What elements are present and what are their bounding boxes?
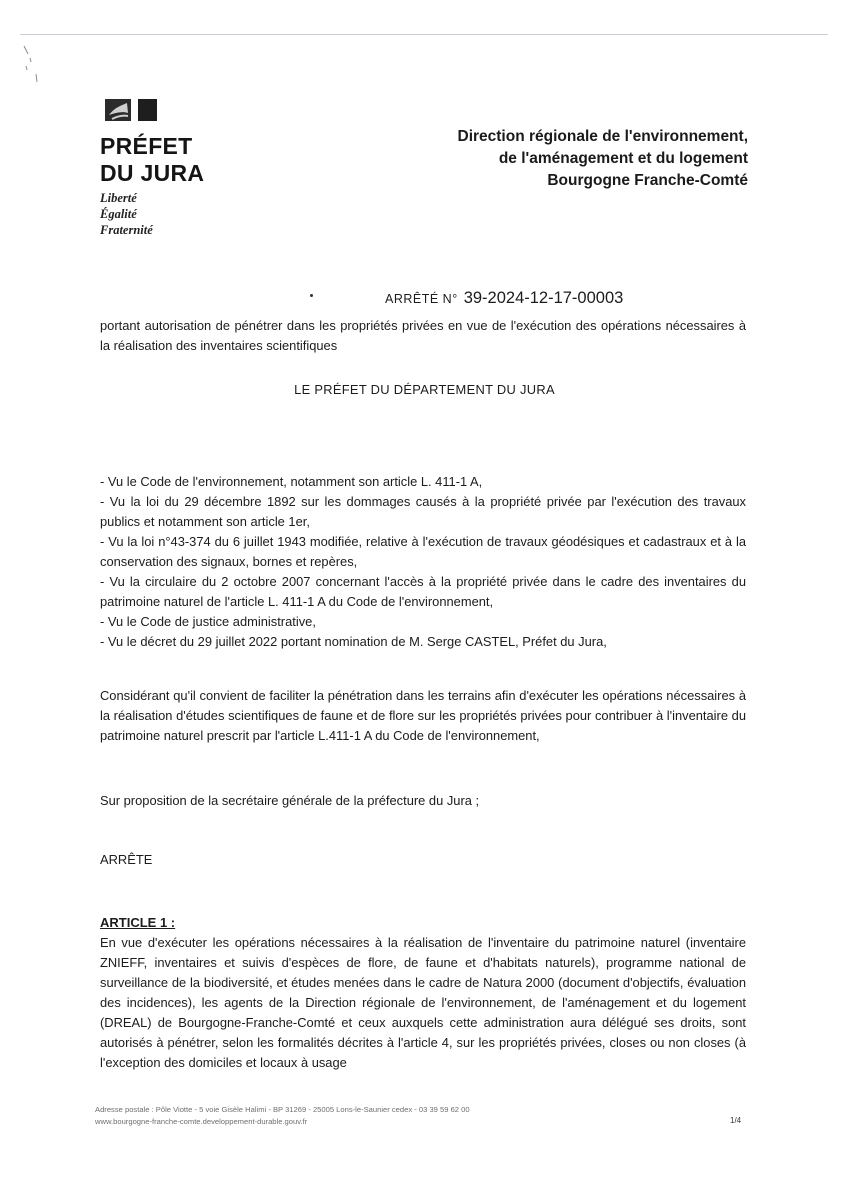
logo-line-jura: DU JURA (100, 160, 205, 186)
scan-dot (310, 294, 313, 297)
visa-item: - Vu le Code de l'environnement, notamment son article L. 411-1 A, (100, 474, 483, 489)
visa-item: - Vu la circulaire du 2 octobre 2007 concernant l'accès à la propriété privée dans le cadre des inventaires du patrimoine naturel de l'article L. 411-1 A du Code de l'environnement, (100, 574, 746, 609)
marianne-emblem-icon (100, 96, 160, 124)
visas-list (100, 472, 746, 652)
visa-item: - Vu le Code de justice administrative, (100, 614, 316, 629)
directorate-line-2: de l'aménagement et du logement (498, 150, 748, 167)
arrete-subject: portant autorisation de pénétrer dans les propriétés privées en vue de l'exécution des opérations nécessaires à la réalisation des inventaires scientifiques (100, 318, 746, 353)
arrete-heading: ARRÊTE (100, 852, 153, 867)
article-1-body: En vue d'exécuter les opérations nécessaires à la réalisation de l'inventaire du patrimoine naturel (inventaire ZNIEFF, inventaires et suivis d'espèces de flore, de faune et d'habitats naturels), programme national de surveillance de la biodiversité, et études menées dans le cadre de Natura 2000 (document d'objectifs, évaluation des incidences), les agents de la Direction régionale de l'environnement, de l'aménagement et du logement (DREAL) de Bourgogne-Franche-Comté et ceux auxquels cette administration aura délégué ses droits, sont autorisés à pénétrer, selon les formalités décrites à l'article 4, sur les propriétés privées, closes ou non closes (à l'exception des domiciles et locaux à usage (100, 935, 746, 1070)
arrete-number-value: 39-2024-12-17-00003 (463, 289, 624, 307)
arrete-number (385, 289, 623, 308)
issuing-directorate (458, 126, 749, 192)
footer-website: www.bourgogne-franche-comte.developpement-durable.gouv.fr (95, 1117, 308, 1126)
visa-item: - Vu le décret du 29 juillet 2022 portant nomination de M. Serge CASTEL, Préfet du Jura, (100, 634, 607, 649)
visa-item: - Vu la loi n°43-374 du 6 juillet 1943 modifiée, relative à l'exécution de travaux géodésiques et cadastraux et à la conservation des signaux, bornes et repères, (100, 534, 746, 569)
considerant-paragraph: Considérant qu'il convient de faciliter la pénétration dans les terrains afin d'exécuter les opérations nécessaires à la réalisation d'études scientifiques de faune et de flore sur les propriétés privées pour contribuer à l'inventaire du patrimoine naturel prescrit par l'article L.411-1 A du Code de l'environnement, (100, 688, 746, 743)
directorate-line-3: Bourgogne Franche-Comté (547, 172, 748, 189)
devise-fraternite: Fraternité (100, 223, 153, 237)
page-number: 1/4 (730, 1116, 742, 1125)
article-1-heading: ARTICLE 1 : (100, 915, 176, 930)
proposition-line: Sur proposition de la secrétaire générale de la préfecture du Jura ; (100, 793, 480, 808)
visa-item: - Vu la loi du 29 décembre 1892 sur les dommages causés à la propriété privée par l'exécution des travaux publics et notamment son article 1er, (100, 494, 746, 529)
scan-artifact (22, 44, 42, 84)
prefecture-logo (100, 96, 204, 238)
footer-address: Adresse postale : Pôle Viotte - 5 voie Gisèle Halimi - BP 31269 - 25005 Lons-le-Saunier cedex - 03 39 59 62 00 (95, 1105, 470, 1114)
directorate-line-1: Direction régionale de l'environnement, (457, 128, 748, 145)
arrete-label: ARRÊTÉ N° (385, 292, 458, 306)
authority-heading: LE PRÉFET DU DÉPARTEMENT DU JURA (294, 382, 555, 397)
article-1-title (100, 913, 746, 933)
scan-edge-line (20, 34, 828, 35)
footer (95, 1104, 470, 1128)
devise-egalite: Égalité (100, 207, 137, 221)
logo-line-prefet: PRÉFET (100, 133, 193, 159)
devise-liberte: Liberté (100, 191, 137, 205)
